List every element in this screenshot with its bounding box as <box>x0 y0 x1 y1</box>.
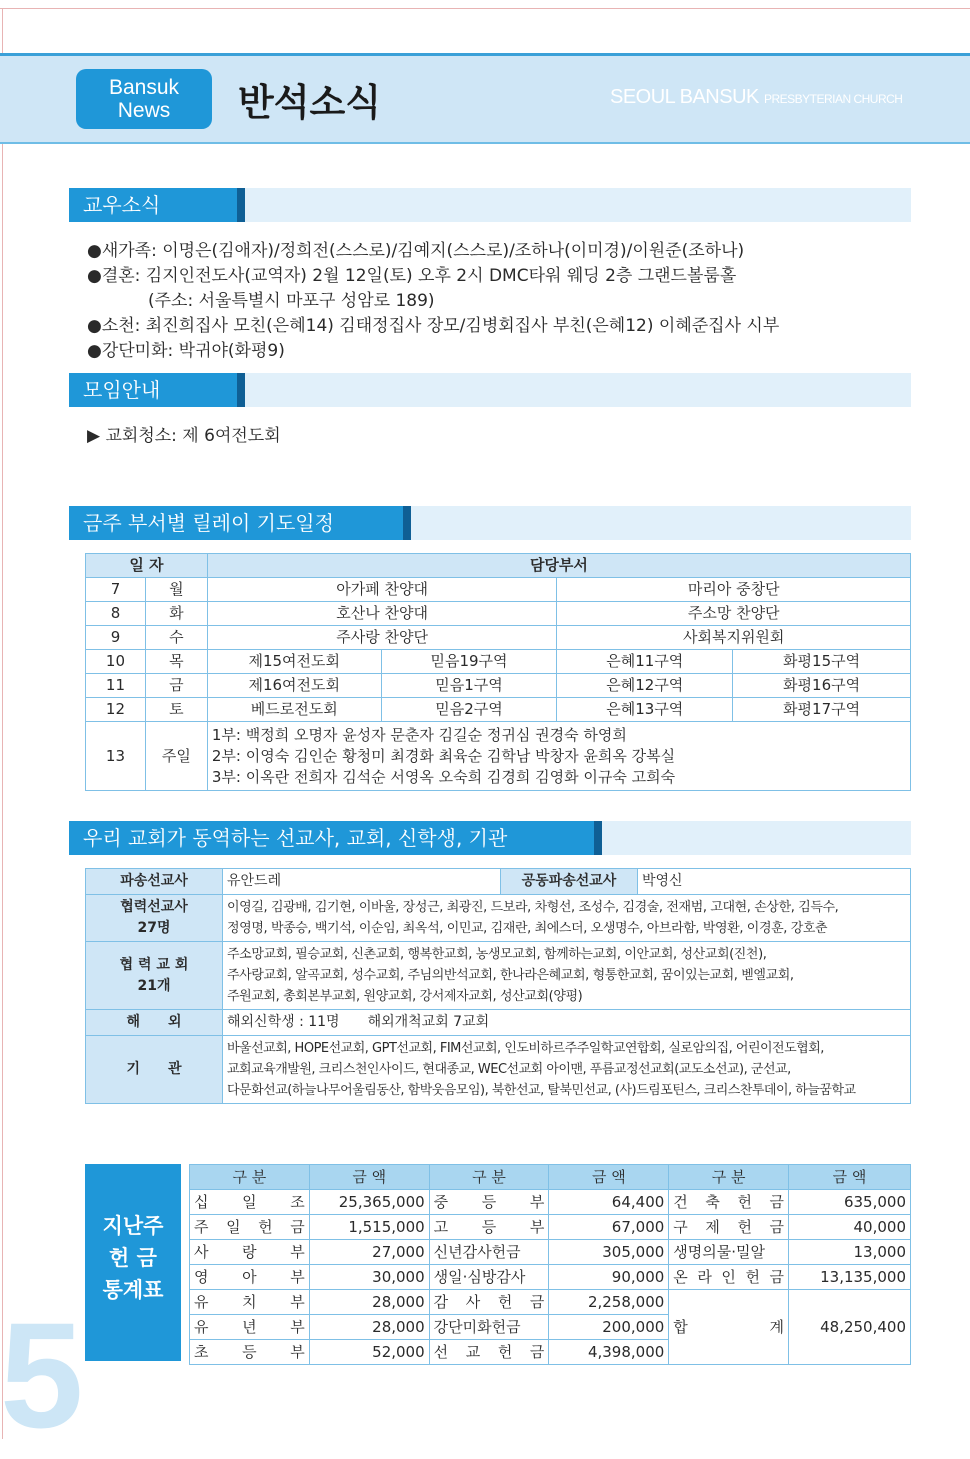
relay-dept: 마리아 중창단 <box>557 578 911 602</box>
news-line: ●결혼: 김지인전도사(교역자) 2월 12일(토) 오후 2시 DMC타워 웨딩 2층 그랜드볼룸홀 <box>87 266 737 286</box>
mission-section-title: 우리 교회가 동역하는 선교사, 교회, 신학생, 기관 <box>69 821 602 855</box>
offering-amount: 13,000 <box>789 1240 911 1265</box>
mission-label: 기 관 <box>86 1036 223 1104</box>
relay-dept: 믿음19구역 <box>381 650 557 674</box>
mission-line: 이영길, 김광배, 김기현, 이바울, 장성근, 최광진, 드보라, 차형선, 조성수, 김경술, 전재범, 고대현, 손상한, 김득수, <box>227 900 839 915</box>
top-border <box>0 8 970 9</box>
mission-value <box>223 895 911 942</box>
header-banner <box>0 53 970 144</box>
offering-amount: 4,398,000 <box>549 1340 669 1365</box>
relay-day: 13 <box>86 722 146 791</box>
offering-total-amount: 48,250,400 <box>789 1290 911 1365</box>
offering-amount: 90,000 <box>549 1265 669 1290</box>
relay-day: 10 <box>86 650 146 674</box>
relay-dept: 주사랑 찬양단 <box>207 626 557 650</box>
offering-category: 유 년 부 <box>190 1315 310 1340</box>
news-line: ●강단미화: 박귀야(화평9) <box>87 341 285 361</box>
mission-line: 바울선교회, HOPE선교회, GPT선교회, FIM선교회, 인도비하르주주일학교연합회, 실로암의집, 어린이전도협회, <box>227 1041 824 1056</box>
offering-amount: 635,000 <box>789 1190 911 1215</box>
relay-weekday: 화 <box>145 602 207 626</box>
news-line: ●소천: 최진희집사 모친(은혜14) 김태정집사 장모/김병회집사 부친(은혜12) 이혜준집사 시부 <box>87 316 780 336</box>
offering-amount: 13,135,000 <box>789 1265 911 1290</box>
relay-prayer-table <box>85 553 911 791</box>
relay-head-date: 일 자 <box>86 554 208 578</box>
offering-table <box>189 1164 911 1365</box>
page-number: 5 <box>0 1291 84 1459</box>
mission-value: 해외신학생 : 11명 해외개척교회 7교회 <box>223 1010 911 1036</box>
mission-line: 교회교육개발원, 크리스천인사이드, 현대종교, WEC선교회 아이맨, 푸름교정선교회(교도소선교), 군선교, <box>227 1062 791 1077</box>
news-line: (주소: 서울특별시 마포구 성암로 189) <box>148 291 435 311</box>
mission-label: 파송선교사 <box>86 869 223 895</box>
table-row <box>86 1036 911 1104</box>
relay-weekday: 목 <box>145 650 207 674</box>
table-row <box>190 1290 911 1315</box>
relay-dept: 제15여전도회 <box>207 650 381 674</box>
offering-category: 신년감사헌금 <box>429 1240 549 1265</box>
relay-dept: 화평17구역 <box>733 698 911 722</box>
offering-category: 생일·심방감사 <box>429 1265 549 1290</box>
sunday-line: 3부: 이옥란 전희자 김석순 서영옥 오숙희 김경희 김영화 이규숙 고희숙 <box>211 767 676 786</box>
offering-category: 사 랑 부 <box>190 1240 310 1265</box>
mission-section-bar <box>69 821 911 855</box>
offering-category: 유 치 부 <box>190 1290 310 1315</box>
bansuk-news-logo <box>76 69 212 129</box>
relay-dept: 사회복지위원회 <box>557 626 911 650</box>
mission-value: 유안드레 <box>223 869 501 895</box>
mission-label <box>86 895 223 942</box>
relay-dept: 제16여전도회 <box>207 674 381 698</box>
offering-side-line: 통계표 <box>102 1278 164 1302</box>
offering-amount: 52,000 <box>309 1340 429 1365</box>
relay-dept: 아가페 찬양대 <box>207 578 557 602</box>
table-row <box>86 1010 911 1036</box>
offering-amount: 2,258,000 <box>549 1290 669 1315</box>
news-section-bar <box>69 188 911 222</box>
sunday-line: 2부: 이영숙 김인순 황청미 최경화 최육순 김학남 박창자 윤희옥 강복실 <box>211 746 676 765</box>
relay-dept: 은혜13구역 <box>557 698 733 722</box>
mission-label: 공동파송선교사 <box>501 869 638 895</box>
offering-head: 구 분 <box>669 1165 789 1190</box>
offering-head: 금 액 <box>549 1165 669 1190</box>
relay-dept: 은혜11구역 <box>557 650 733 674</box>
relay-day: 9 <box>86 626 146 650</box>
offering-head: 구 분 <box>190 1165 310 1190</box>
relay-dept: 화평15구역 <box>733 650 911 674</box>
church-name-main: SEOUL BANSUK <box>610 86 759 108</box>
relay-day: 12 <box>86 698 146 722</box>
relay-dept: 믿음1구역 <box>381 674 557 698</box>
relay-head-dept: 담당부서 <box>207 554 910 578</box>
news-section-title: 교우소식 <box>69 188 245 222</box>
mission-label-line: 협력선교사 <box>120 899 188 915</box>
left-border <box>2 8 3 1439</box>
offering-category: 영 아 부 <box>190 1265 310 1290</box>
mission-line: 다문화선교(하늘나무어울림동산, 함박웃음모임), 북한선교, 탈북민선교, (사)드림포틴스, 크리스찬투데이, 하늘꿈학교 <box>227 1083 856 1098</box>
offering-category: 감 사 헌 금 <box>429 1290 549 1315</box>
offering-category: 건 축 헌 금 <box>669 1190 789 1215</box>
relay-section-title: 금주 부서별 릴레이 기도일정 <box>69 506 411 540</box>
mission-value <box>223 942 911 1010</box>
table-row <box>86 650 911 674</box>
offering-amount: 27,000 <box>309 1240 429 1265</box>
mission-line: 주소망교회, 필승교회, 신촌교회, 행복한교회, 농생모교회, 함께하는교회, 이안교회, 성산교회(진천), <box>227 947 767 962</box>
mission-value: 박영신 <box>638 869 911 895</box>
relay-day: 8 <box>86 602 146 626</box>
mission-table <box>85 868 911 1104</box>
offering-category: 주 일 헌 금 <box>190 1215 310 1240</box>
offering-category: 강단미화헌금 <box>429 1315 549 1340</box>
relay-day: 7 <box>86 578 146 602</box>
church-name-sub: PRESBYTERIAN CHURCH <box>763 92 903 106</box>
table-row <box>190 1265 911 1290</box>
offering-amount: 28,000 <box>309 1290 429 1315</box>
offering-amount: 25,365,000 <box>309 1190 429 1215</box>
table-row <box>86 578 911 602</box>
relay-day: 11 <box>86 674 146 698</box>
mission-label <box>86 942 223 1010</box>
table-row <box>86 895 911 942</box>
offering-category: 십 일 조 <box>190 1190 310 1215</box>
table-row <box>190 1240 911 1265</box>
offering-category: 구 제 헌 금 <box>669 1215 789 1240</box>
offering-side-label <box>85 1164 181 1361</box>
offering-category: 온 라 인 헌 금 <box>669 1265 789 1290</box>
table-row <box>86 626 911 650</box>
offering-head: 구 분 <box>429 1165 549 1190</box>
mission-label-line: 27명 <box>137 920 171 936</box>
relay-dept: 화평16구역 <box>733 674 911 698</box>
relay-dept: 호산나 찬양대 <box>207 602 557 626</box>
meeting-section-title: 모임안내 <box>69 373 245 407</box>
meeting-line: ▶ 교회청소: 제 6여전도회 <box>87 426 281 446</box>
offering-amount: 67,000 <box>549 1215 669 1240</box>
offering-side-line: 헌 금 <box>109 1246 157 1270</box>
table-row <box>86 942 911 1010</box>
table-row <box>86 674 911 698</box>
relay-sunday-cell <box>207 722 910 791</box>
offering-amount: 64,400 <box>549 1190 669 1215</box>
relay-weekday: 월 <box>145 578 207 602</box>
page-title: 반석소식 <box>238 81 381 124</box>
offering-amount: 30,000 <box>309 1265 429 1290</box>
relay-section-bar <box>69 506 911 540</box>
mission-label-line: 협 력 교 회 <box>119 956 189 973</box>
offering-head: 금 액 <box>789 1165 911 1190</box>
mission-line: 정영명, 박종승, 백기석, 이순임, 최옥석, 이민교, 김재란, 최에스더, 오생명수, 아브라함, 박영환, 이경훈, 강호춘 <box>227 921 828 936</box>
mission-line: 주원교회, 총회본부교회, 원양교회, 강서제자교회, 성산교회(양평) <box>227 989 583 1004</box>
offering-amount: 40,000 <box>789 1215 911 1240</box>
news-line: ●새가족: 이명은(김애자)/정희전(스스로)/김예지(스스로)/조하나(이미경)/이원준(조하나) <box>87 241 745 261</box>
table-row <box>86 602 911 626</box>
relay-dept: 믿음2구역 <box>381 698 557 722</box>
relay-header-row <box>86 554 911 578</box>
offering-category: 생명의물·밀알 <box>669 1240 789 1265</box>
mission-line: 주사랑교회, 알곡교회, 성수교회, 주님의반석교회, 한나라은혜교회, 형통한교회, 꿈이있는교회, 벧엘교회, <box>227 968 794 983</box>
relay-weekday: 토 <box>145 698 207 722</box>
mission-label-line: 21개 <box>137 977 171 994</box>
logo-line2: News <box>117 99 171 122</box>
table-row <box>190 1190 911 1215</box>
table-row <box>190 1215 911 1240</box>
logo-line1: Bansuk <box>108 76 180 99</box>
table-row <box>86 722 911 791</box>
relay-dept: 주소망 찬양단 <box>557 602 911 626</box>
offering-amount: 305,000 <box>549 1240 669 1265</box>
relay-weekday: 수 <box>145 626 207 650</box>
offering-category: 고 등 부 <box>429 1215 549 1240</box>
relay-dept: 은혜12구역 <box>557 674 733 698</box>
offering-total-label: 합 계 <box>669 1290 789 1365</box>
mission-label: 해 외 <box>86 1010 223 1036</box>
offering-amount: 200,000 <box>549 1315 669 1340</box>
offering-category: 초 등 부 <box>190 1340 310 1365</box>
offering-category: 중 등 부 <box>429 1190 549 1215</box>
table-row <box>86 869 911 895</box>
offering-amount: 1,515,000 <box>309 1215 429 1240</box>
offering-amount: 28,000 <box>309 1315 429 1340</box>
relay-dept: 베드로전도회 <box>207 698 381 722</box>
meeting-section-bar <box>69 373 911 407</box>
relay-weekday: 주일 <box>145 722 207 791</box>
offering-header-row <box>190 1165 911 1190</box>
offering-category: 선 교 헌 금 <box>429 1340 549 1365</box>
sunday-line: 1부: 백정희 오명자 윤성자 문춘자 김길순 정귀심 권경숙 하영희 <box>211 725 627 744</box>
church-name <box>610 86 902 109</box>
relay-weekday: 금 <box>145 674 207 698</box>
table-row <box>86 698 911 722</box>
offering-side-line: 지난주 <box>102 1214 164 1238</box>
mission-value <box>223 1036 911 1104</box>
offering-head: 금 액 <box>309 1165 429 1190</box>
